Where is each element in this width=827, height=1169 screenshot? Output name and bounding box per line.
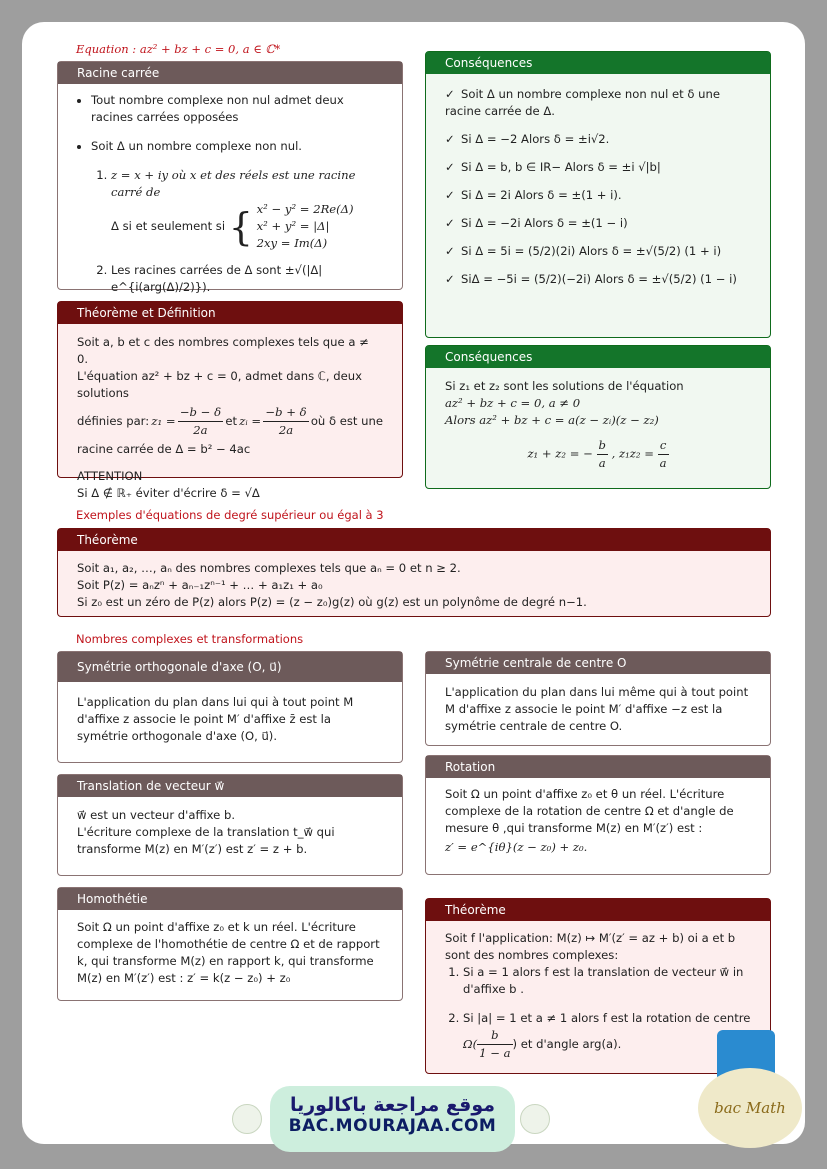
check-icon: ✓ (445, 244, 455, 258)
box-homothetie (57, 887, 403, 1001)
omega-fraction: $\frac{b}{1 - a}$ (479, 1028, 511, 1060)
rot-line-2: z′ = e^{iθ}(z − z₀) + z₀. (445, 840, 588, 854)
box-consequences-1 (425, 51, 771, 338)
section-transformations: Nombres complexes et transformations (76, 632, 304, 646)
box-title: Théorème (426, 899, 770, 921)
item-sqrt-condition: z = x + iy où x et des réels est une racine carré de (111, 168, 356, 199)
check-icon: ✓ (445, 160, 455, 174)
consequence-item (445, 131, 751, 148)
box-title: Conséquences (426, 346, 770, 368)
site-name-arabic: موقع مراجعة باكالوريا (289, 1094, 496, 1116)
box-translation (57, 774, 403, 876)
box-title: Rotation (426, 756, 770, 778)
seal-icon (520, 1104, 550, 1134)
bullet-delta: • Soit Δ un nombre complexe non nul. (91, 138, 383, 155)
z1-fraction: $\frac{-b - \delta}{2a}$ (179, 405, 222, 437)
check-icon: ✓ (445, 216, 455, 230)
trans-line-1: w⃗ est un vecteur d'affixe b. (77, 808, 236, 822)
box-title: Symétrie orthogonale d'axe (O, u⃗) (58, 652, 402, 682)
product-formula: , z₁z₂ = (611, 446, 654, 461)
box-consequences-2 (425, 345, 771, 489)
box-title: Translation de vecteur w⃗ (58, 775, 402, 797)
sym-body: L'application du plan dans lui qui à tout point M d'affixe z associe le point M′ d'affixe z̄ est la symétrie orthogonale d'axe (O, u⃗). (77, 695, 354, 743)
theo3-line-1: Soit f l'application: M(z) ↦ M′(z′ = az + b) oi a et b sont des nombres complexes: (445, 931, 736, 962)
theo3-item-2 (463, 1010, 751, 1062)
consequence-item (445, 86, 751, 120)
section-equation: Equation : az² + bz + c = 0, a ∈ ℂ* (76, 42, 281, 56)
bac-math-badge: bac Math (698, 1068, 802, 1148)
consequence-item (445, 243, 751, 260)
seal-icon (232, 1104, 262, 1134)
cons2-line-2: az² + bz + c = 0, a ≠ 0 (445, 396, 581, 410)
box-symetrie-centrale (425, 651, 771, 746)
consequence-text: Si Δ = 5i = (5/2)(2i) Alors δ = ±√(5/2) (1 + i) (461, 244, 722, 258)
consequence-text: Si Δ = b, b ∈ IR− Alors δ = ±i √|b| (461, 160, 661, 174)
box-rotation (425, 755, 771, 875)
z2-fraction: $\frac{-b + \delta}{2a}$ (265, 405, 307, 437)
consequence-text: Si Δ = −2i Alors δ = ±(1 − i) (461, 216, 628, 230)
theo3-item-2-text: Si |a| = 1 et a ≠ 1 alors f est la rotation de centre (463, 1011, 751, 1025)
box-title: Théorème (58, 529, 770, 551)
theorem-line-2: L'équation az² + bz + c = 0, admet dans ℂ, deux solutions (77, 369, 362, 400)
rot-line-1: Soit Ω un point d'affixe z₀ et θ un réel. L'écriture complexe de la rotation de centre Ω et d'angle de mesure θ ,qui transforme M(z) en M′(z′) est : (445, 787, 734, 835)
consequence-text: Si Δ = −2 Alors δ = ±i√2. (461, 132, 610, 146)
omega-label: Ω( (463, 1037, 478, 1051)
site-url[interactable]: BAC.MOURAJAA.COM (288, 1116, 497, 1136)
box-title: Symétrie centrale de centre O (426, 652, 770, 674)
box-title: Théorème et Définition (58, 302, 402, 324)
check-icon: ✓ (445, 132, 455, 146)
cons2-line-3: Alors az² + bz + c = a(z − zᵢ)(z − z₂) (445, 413, 659, 427)
item-iff: Δ si et seulement si (111, 219, 226, 233)
box-theoreme-definition (57, 301, 403, 500)
consequence-item (445, 271, 751, 288)
poly-line-3: Si z₀ est un zéro de P(z) alors P(z) = (z − z₀)g(z) où g(z) est un polynôme de degré n−1. (77, 595, 587, 609)
item-sqrt-formula: 2. Les racines carrées de Δ sont ±√(|Δ| e^{i(arg(Δ)/2)}). (111, 262, 383, 296)
system-line-1: x² − y² = 2Re(Δ) (256, 202, 354, 216)
theorem-line-4: racine carrée de Δ = b² − 4ac (77, 442, 251, 456)
system-line-3: 2xy = Im(Δ) (256, 236, 328, 250)
poly-line-2: Soit P(z) = aₙzⁿ + aₙ₋₁zⁿ⁻¹ + … + a₁z₁ + a₀ (77, 578, 323, 592)
theo3-item-1: 1. Si a = 1 alors f est la translation de vecteur w⃗ in d'affixe b . (463, 964, 751, 998)
box-symetrie-orthogonale (57, 651, 403, 763)
sum-fraction: $\frac{b}{a}$ (598, 438, 606, 470)
and-word: et (225, 414, 237, 428)
consequence-text: SiΔ = −5i = (5/2)(−2i) Alors δ = ±√(5/2) (1 − i) (461, 272, 737, 286)
consequence-item (445, 187, 751, 204)
section-higher-degree: Exemples d'équations de degré supérieur ou égal à 3 (76, 508, 384, 522)
trans-line-2: L'écriture complexe de la translation t_w⃗ qui transforme M(z) en M′(z′) est z′ = z + b. (77, 825, 335, 856)
consequence-item (445, 159, 751, 176)
bullet-two-roots: • Tout nombre complexe non nul admet deux racines carrées opposées (91, 92, 383, 126)
box-title: Homothétie (58, 888, 402, 910)
sum-formula: z₁ + z₂ = − (527, 446, 593, 461)
theo3-item-2-end: ) et d'angle arg(a). (512, 1037, 622, 1051)
z1-label: z₁ = (151, 414, 176, 428)
attention-text: Si Δ ∉ ℝ₊ éviter d'écrire δ = √Δ (77, 486, 260, 500)
box-title: Racine carrée (58, 62, 402, 84)
consequence-item (445, 215, 751, 232)
system-line-2: x² + y² = |Δ| (256, 219, 330, 233)
cons2-line-1: Si z₁ et z₂ sont les solutions de l'équation (445, 379, 684, 393)
check-icon: ✓ (445, 272, 455, 286)
consequence-text: Soit Δ un nombre complexe non nul et δ une racine carrée de Δ. (445, 87, 720, 118)
box-racine-carree (57, 61, 403, 294)
attention-heading: ATTENTION (77, 469, 143, 483)
check-icon: ✓ (445, 87, 455, 101)
brace-icon: { (228, 204, 253, 249)
consequence-text: Si Δ = 2i Alors δ = ±(1 + i). (461, 188, 622, 202)
theorem-line-1: Soit a, b et c des nombres complexes tels que a ≠ 0. (77, 335, 369, 366)
product-fraction: $\frac{c}{a}$ (659, 438, 667, 470)
z2-label: zᵢ = (239, 414, 262, 428)
theorem-defined-by: définies par: (77, 414, 150, 428)
homo-body: Soit Ω un point d'affixe z₀ et k un réel. L'écriture complexe de l'homothétie de centre Ω et de rapport k, qui transforme M(z) en rapport k, qui transforme M(z) en M′(z′) est : z′ = k(z − z₀) + z₀ (77, 920, 380, 985)
check-icon: ✓ (445, 188, 455, 202)
box-theoreme-polynome (57, 528, 771, 617)
theorem-where: où δ est une (310, 414, 383, 428)
site-banner[interactable] (270, 1086, 515, 1152)
poly-line-1: Soit a₁, a₂, …, aₙ des nombres complexes tels que aₙ = 0 et n ≥ 2. (77, 561, 461, 575)
box-title: Conséquences (426, 52, 770, 74)
symc-body: L'application du plan dans lui même qui à tout point M d'affixe z associe le point M′ d'affixe −z est la symétrie centrale de centre O. (445, 685, 749, 733)
